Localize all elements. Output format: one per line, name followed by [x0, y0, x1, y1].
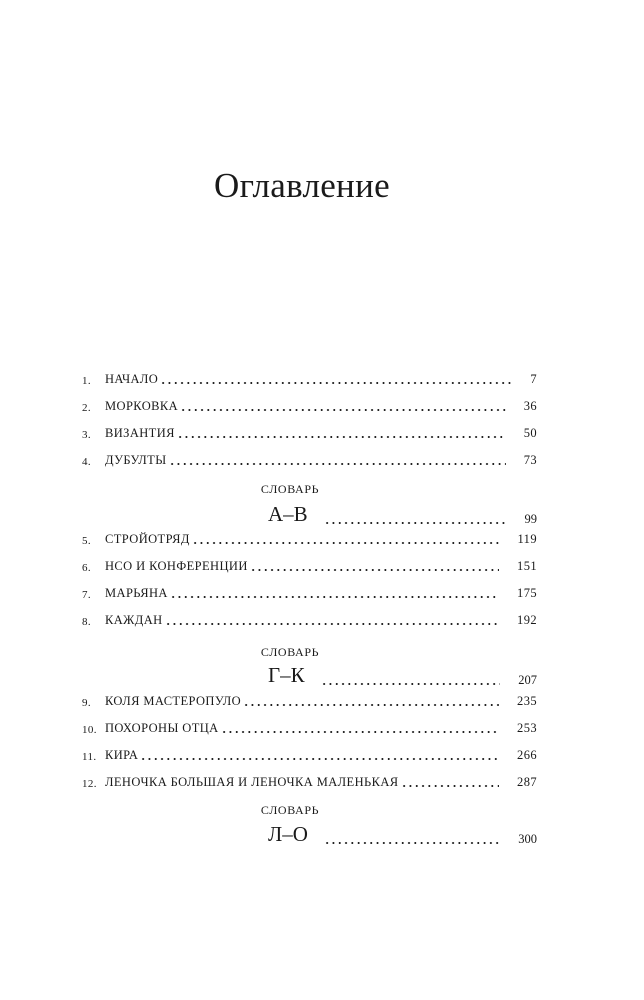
- dot-leader: [160, 382, 512, 384]
- dot-leader: [169, 463, 506, 465]
- page-number: 300: [518, 832, 537, 846]
- chapter-number: 4.: [82, 456, 92, 468]
- chapter-number: 12.: [82, 778, 97, 790]
- toc-entry[interactable]: [82, 772, 537, 790]
- chapter-number: 5.: [82, 535, 92, 547]
- page-number: 151: [517, 559, 537, 573]
- page-number: 235: [517, 694, 537, 708]
- dictionary-range: Г–К: [268, 663, 305, 687]
- toc-entry[interactable]: [82, 423, 537, 441]
- toc-entry[interactable]: [82, 369, 537, 387]
- dictionary-range: Л–О: [268, 822, 308, 846]
- chapter-number: 2.: [82, 402, 92, 414]
- page-number: 7: [530, 372, 537, 386]
- dot-leader: [324, 842, 500, 844]
- toc-entry[interactable]: [82, 691, 537, 709]
- chapter-number: 9.: [82, 697, 92, 709]
- page-number: 119: [517, 532, 537, 546]
- dictionary-label: СЛОВАРЬ: [260, 645, 320, 659]
- dictionary-label: СЛОВАРЬ: [260, 803, 320, 817]
- dot-leader: [243, 704, 499, 706]
- dot-leader: [170, 596, 499, 598]
- chapter-number: 10.: [82, 724, 97, 736]
- dictionary-entry[interactable]: [268, 503, 537, 527]
- toc-entry[interactable]: [82, 610, 537, 628]
- chapter-title: КИРА: [105, 748, 139, 762]
- page-number: 253: [517, 721, 537, 735]
- page-title: Оглавление: [214, 166, 390, 205]
- chapter-number: 6.: [82, 562, 92, 574]
- dictionary-entry[interactable]: [268, 664, 537, 688]
- page-number: 266: [517, 748, 537, 762]
- chapter-title: КОЛЯ МАСТЕРОПУЛО: [105, 694, 242, 708]
- chapter-number: 1.: [82, 375, 92, 387]
- chapter-title: СТРОЙОТРЯД: [105, 532, 190, 546]
- toc-entry[interactable]: [82, 583, 537, 601]
- page-number: 73: [523, 453, 537, 467]
- page-number: 36: [523, 399, 537, 413]
- dot-leader: [192, 542, 500, 544]
- chapter-number: 7.: [82, 589, 92, 601]
- chapter-title: НСО И КОНФЕРЕНЦИИ: [105, 559, 248, 573]
- chapter-number: 3.: [82, 429, 92, 441]
- dot-leader: [401, 785, 500, 787]
- page-number: 50: [523, 426, 537, 440]
- chapter-title: МАРЬЯНА: [105, 586, 168, 600]
- toc-entry[interactable]: [82, 718, 537, 736]
- dot-leader: [165, 623, 500, 625]
- toc-entry[interactable]: [82, 450, 537, 468]
- dot-leader: [180, 409, 506, 411]
- dot-leader: [250, 569, 499, 571]
- chapter-number: 11.: [82, 751, 97, 763]
- chapter-title: ПОХОРОНЫ ОТЦА: [105, 721, 219, 735]
- dictionary-label: СЛОВАРЬ: [260, 482, 320, 496]
- dot-leader: [140, 758, 499, 760]
- dot-leader: [221, 731, 499, 733]
- page-number: 192: [517, 613, 537, 627]
- dictionary-range: А–В: [268, 502, 308, 526]
- chapter-number: 8.: [82, 616, 92, 628]
- page-number: 287: [517, 775, 537, 789]
- toc-entry[interactable]: [82, 745, 537, 763]
- chapter-title: ВИЗАНТИЯ: [105, 426, 175, 440]
- chapter-title: МОРКОВКА: [105, 399, 179, 413]
- page-number: 207: [518, 673, 537, 687]
- dot-leader: [177, 436, 506, 438]
- chapter-title: ДУБУЛТЫ: [105, 453, 167, 467]
- chapter-title: ЛЕНОЧКА БОЛЬШАЯ И ЛЕНОЧКА МАЛЕНЬКАЯ: [105, 775, 399, 789]
- toc-entry[interactable]: [82, 556, 537, 574]
- dictionary-entry[interactable]: [268, 823, 537, 847]
- dot-leader: [321, 683, 501, 685]
- chapter-title: НАЧАЛО: [105, 372, 159, 386]
- page-number: 175: [517, 586, 537, 600]
- toc-entry[interactable]: [82, 529, 537, 547]
- chapter-title: КАЖДАН: [105, 613, 163, 627]
- page-number: 99: [524, 512, 537, 526]
- toc-entry[interactable]: [82, 396, 537, 414]
- dot-leader: [324, 522, 507, 524]
